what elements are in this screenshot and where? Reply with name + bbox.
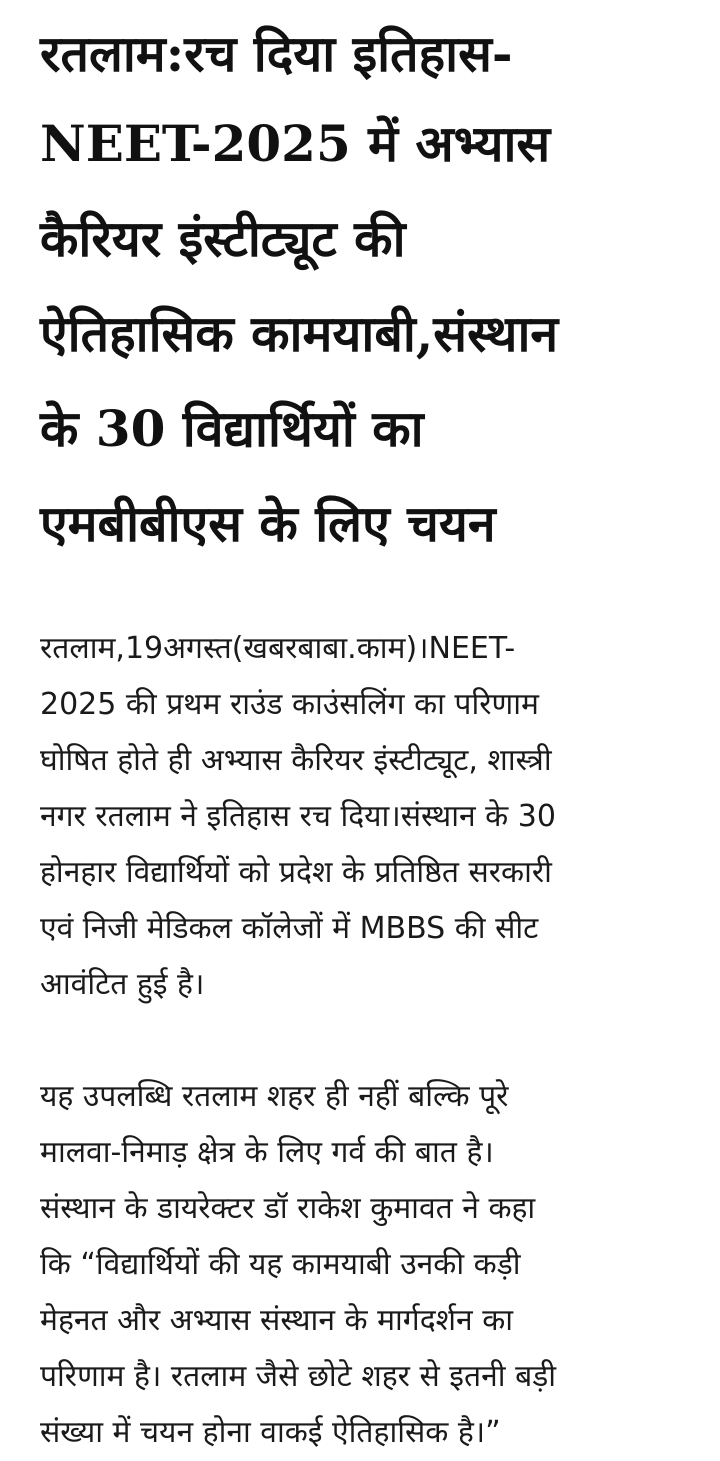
- headline-line: कैरियर इंस्टीट्यूट की: [40, 209, 406, 268]
- paragraph-line: कि “विद्यार्थियों की यह कामयाबी उनकी कड़ी: [40, 1247, 521, 1282]
- article-headline: [40, 0, 680, 571]
- paragraph-line: होनहार विद्यार्थियों को प्रदेश के प्रतिष्ठित सरकारी: [40, 855, 552, 890]
- article-body: [40, 621, 680, 1461]
- paragraph-line: संख्या में चयन होना वाकई ऐतिहासिक है।”: [40, 1415, 501, 1450]
- paragraph-line: रतलाम,19अगस्त(खबरबाबा.काम)।NEET-: [40, 631, 516, 666]
- paragraph-line: एवं निजी मेडिकल कॉलेजों में MBBS की सीट: [40, 911, 539, 946]
- headline-line: रतलाम:रच दिया इतिहास-: [40, 24, 513, 83]
- paragraph-line: आवंटित हुई है।: [40, 967, 205, 1002]
- paragraph-line: परिणाम है। रतलाम जैसे छोटे शहर से इतनी बड़ी: [40, 1359, 557, 1394]
- article-paragraph: [40, 621, 680, 1013]
- paragraph-line: नगर रतलाम ने इतिहास रच दिया।संस्थान के 30: [40, 799, 556, 834]
- paragraph-line: मेहनत और अभ्यास संस्थान के मार्गदर्शन का: [40, 1303, 514, 1338]
- headline-line: NEET-2025 में अभ्यास: [40, 114, 551, 173]
- paragraph-line: यह उपलब्धि रतलाम शहर ही नहीं बल्कि पूरे: [40, 1079, 509, 1114]
- paragraph-line: संस्थान के डायरेक्टर डॉ राकेश कुमावत ने कहा: [40, 1191, 536, 1226]
- article-paragraph: [40, 1069, 680, 1461]
- headline-line: एमबीबीएस के लिए चयन: [40, 494, 496, 553]
- headline-line: के 30 विद्यार्थियों का: [40, 399, 424, 458]
- headline-line: ऐतिहासिक कामयाबी,संस्थान: [40, 304, 559, 363]
- paragraph-line: मालवा-निमाड़ क्षेत्र के लिए गर्व की बात है।: [40, 1135, 494, 1170]
- paragraph-line: घोषित होते ही अभ्यास कैरियर इंस्टीट्यूट, शास्त्री: [40, 743, 552, 778]
- paragraph-line: 2025 की प्रथम राउंड काउंसलिंग का परिणाम: [40, 687, 539, 722]
